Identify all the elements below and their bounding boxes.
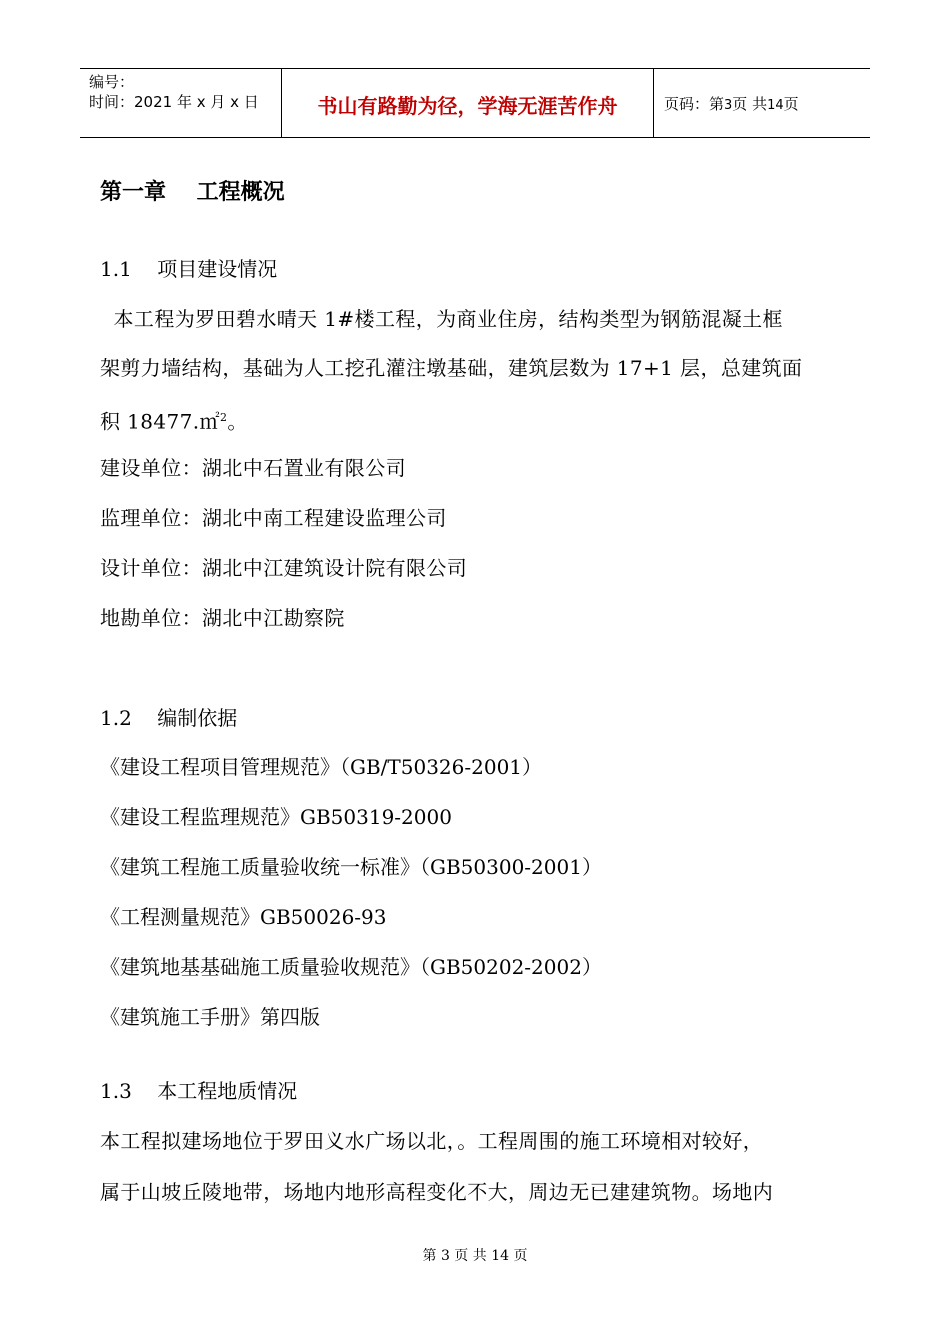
section-heading-1-1: 1.1 项目建设情况 [100,257,278,281]
page-footer: 第 3 页 共 14 页 [422,1248,528,1264]
document-number-label: 编号： [89,73,135,91]
header-page-number: 页码：第3页 共14页 [664,95,799,113]
header-page-cell [654,69,870,137]
basis-item: 《建设工程项目管理规范》（GB/T50326-2001） [100,755,543,779]
supervisor-unit: 监理单位：湖北中南工程建设监理公司 [100,506,447,530]
section-heading-1-2: 1.2 编制依据 [100,706,238,730]
paragraph-line: 本工程为罗田碧水晴天 1#楼工程，为商业住房，结构类型为钢筋混凝土框 [100,307,783,331]
basis-item: 《工程测量规范》GB50026-93 [100,905,387,929]
basis-item: 《建筑工程施工质量验收统一标准》（GB50300-2001） [100,855,602,879]
header-motto: 书山有路勤为径，学海无涯苦作舟 [317,94,618,118]
surveyor-unit: 地勘单位：湖北中江勘察院 [100,606,345,630]
chapter-title: 第一章 工程概况 [100,180,285,205]
basis-item: 《建设工程监理规范》GB50319-2000 [100,805,452,829]
header-motto-cell [282,69,654,137]
paragraph-line: 架剪力墙结构，基础为人工挖孔灌注墩基础，建筑层数为 17+1 层，总建筑面 [100,356,803,380]
basis-item: 《建筑施工手册》第四版 [100,1005,320,1029]
owner-unit: 建设单位：湖北中石置业有限公司 [100,456,406,480]
designer-unit: 设计单位：湖北中江建筑设计院有限公司 [100,556,468,580]
paragraph-line: 本工程拟建场地位于罗田义水广场以北，。工程周围的施工环境相对较好， [100,1129,764,1153]
header-info-cell [80,69,282,137]
document-time: 时间：2021 年 x 月 x 日 [89,93,259,111]
page-header [80,68,870,138]
section-heading-1-3: 1.3 本工程地质情况 [100,1079,298,1103]
paragraph-line: 属于山坡丘陵地带，场地内地形高程变化不大，周边无已建建筑物。场地内 [100,1180,774,1204]
basis-item: 《建筑地基基础施工质量验收规范》（GB50202-2002） [100,955,602,979]
paragraph-line: 积 18477.㎡$^2$。 [100,409,248,434]
